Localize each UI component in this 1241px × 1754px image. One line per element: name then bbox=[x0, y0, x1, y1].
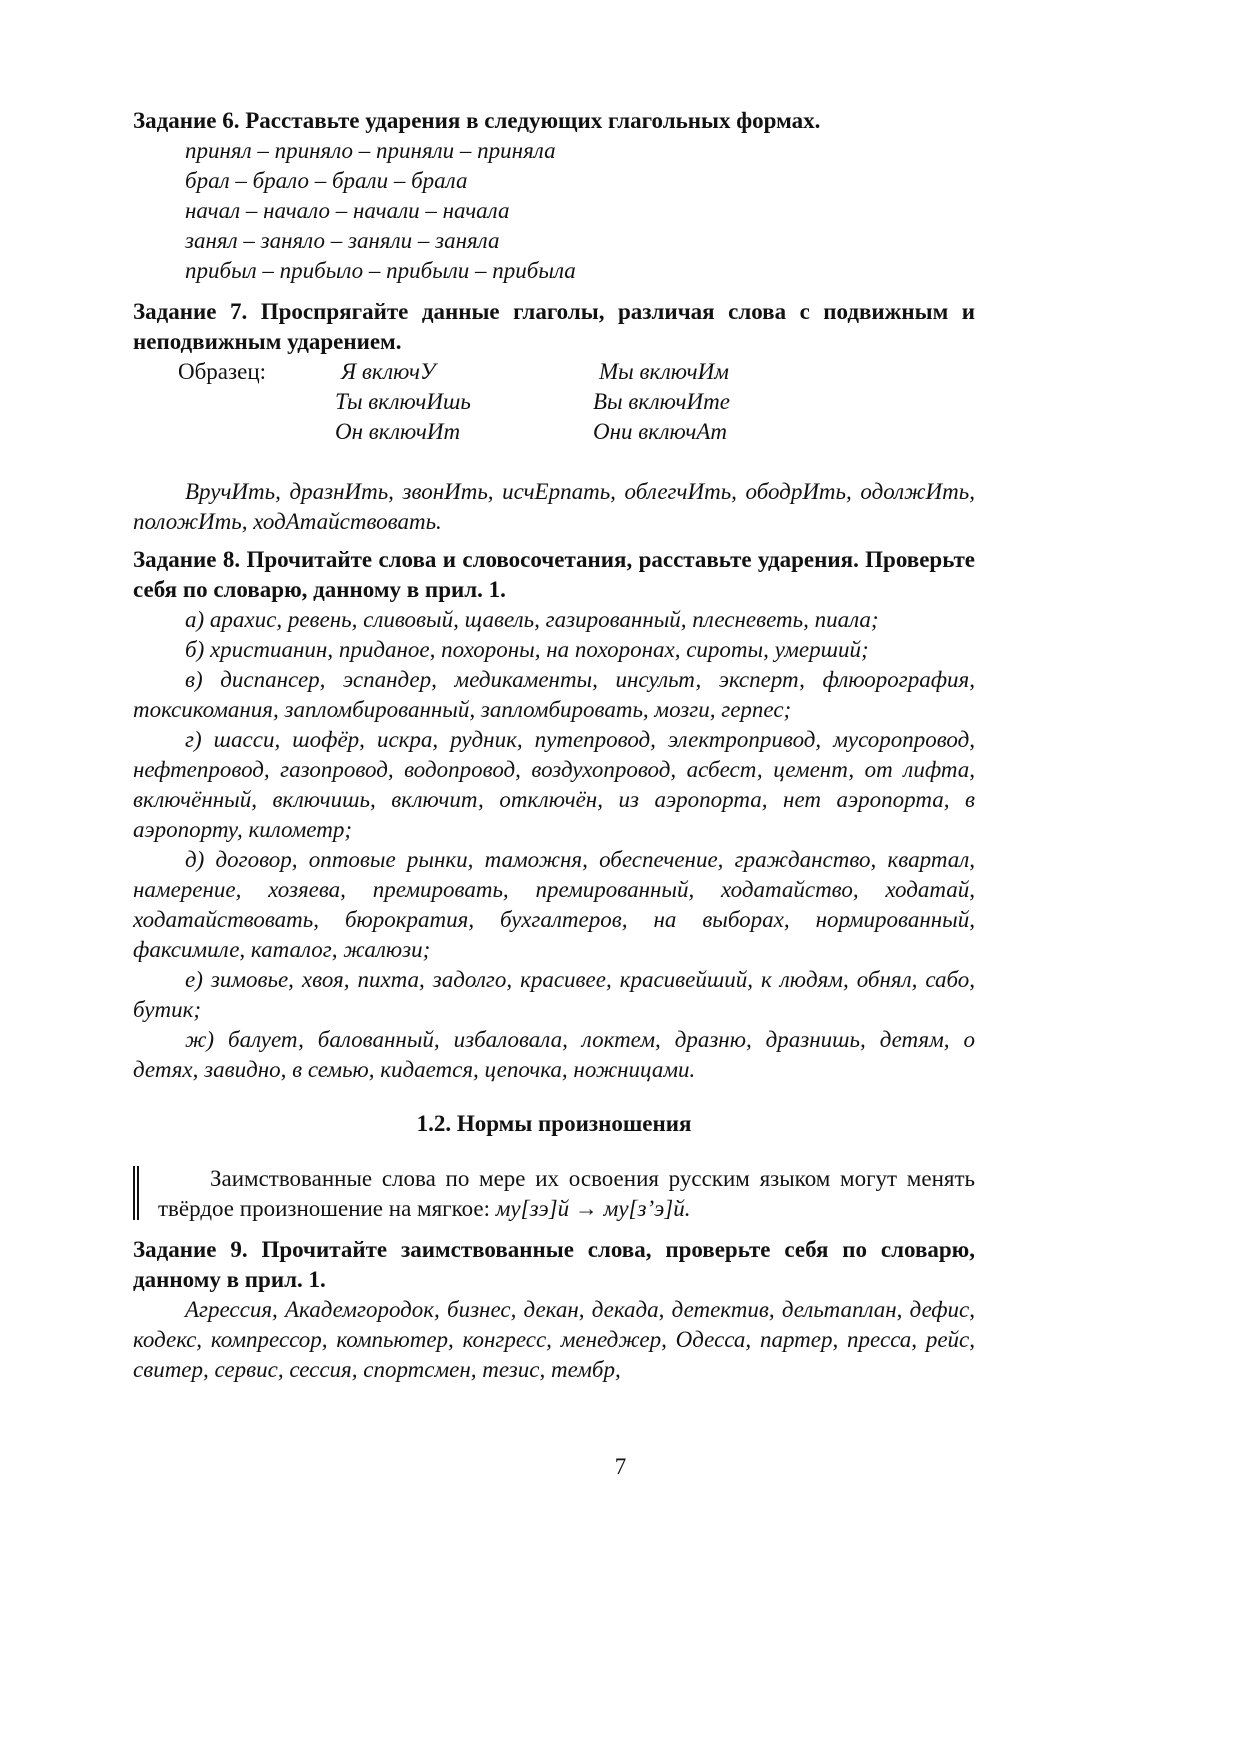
word-group: б) христианин, приданое, похороны, на похоронах, сироты, умерший; bbox=[185, 637, 869, 662]
verb-forms-line: прибыл – прибыло – прибыли – прибыла bbox=[185, 258, 576, 283]
sample-form: Он включИт bbox=[335, 419, 461, 444]
note-text: Заимствованные слова по мере их освоения русским языком могут менять твёрдое произношение на мягкое: bbox=[158, 1166, 975, 1221]
verb-forms-line: принял – приняло – приняли – приняла bbox=[185, 138, 556, 163]
task-7-words: ВручИть, дразнИть, звонИть, исчЕрпать, облегчИть, ободрИть, одолжИть, положИть, ходАтайствовать. bbox=[133, 479, 975, 534]
word-group: а) арахис, ревень, сливовый, щавель, газированный, плесневеть, пиала; bbox=[185, 607, 879, 632]
word-group: г) шасси, шофёр, искра, рудник, путепровод, электропривод, мусоропровод, нефтепровод, газопровод, водопровод, воздухопровод, асбест, цемент, от лифта, включённый, включишь, включит, отключён, из аэропорта, нет аэропорта, в аэропорту, километр; bbox=[133, 727, 975, 842]
task-9-title: Задание 9. Прочитайте заимствованные слова, проверьте себя по словарю, данному в прил. 1. bbox=[133, 1237, 975, 1292]
task-7 bbox=[133, 297, 975, 537]
sample-label: Образец: bbox=[178, 359, 267, 384]
conjugation-sample bbox=[133, 357, 975, 447]
word-group: в) диспансер, эспандер, медикаменты, инсульт, эксперт, флюорография, токсикомания, запломбированный, запломбировать, мозги, герпес; bbox=[133, 667, 975, 722]
verb-forms-line: начал – начало – начали – начала bbox=[185, 198, 510, 223]
task-6-title: Задание 6. Расставьте ударения в следующих глагольных формах. bbox=[133, 108, 821, 133]
word-group: д) договор, оптовые рынки, таможня, обеспечение, гражданство, квартал, намерение, хозяева, премировать, премированный, ходатайство, ходатай, ходатайствовать, бюрократия, бухгалтеров, на выборах, нормированный, факсимиле, каталог, жалюзи; bbox=[133, 847, 975, 962]
task-8-title: Задание 8. Прочитайте слова и словосочетания, расставьте ударения. Проверьте себя по словарю, данному в прил. 1. bbox=[133, 547, 975, 602]
section-title: 1.2. Нормы произношения bbox=[416, 1111, 692, 1136]
task-9 bbox=[133, 1235, 975, 1385]
sample-form: Они включАт bbox=[593, 419, 728, 444]
word-group: ж) балует, балованный, избаловала, локтем, дразню, дразнишь, детям, о детях, завидно, в семью, кидается, цепочка, ножницами. bbox=[133, 1027, 975, 1082]
sample-form: Ты включИшь bbox=[335, 389, 471, 414]
sample-form: Вы включИте bbox=[593, 389, 730, 414]
rule-note bbox=[133, 1164, 975, 1224]
note-marker bbox=[133, 1166, 139, 1220]
word-group: е) зимовье, хвоя, пихта, задолго, красивее, красивейший, к людям, обнял, сабо, бутик; bbox=[133, 967, 975, 1022]
verb-forms-line: занял – заняло – заняли – заняла bbox=[185, 228, 500, 253]
page-number: 7 bbox=[614, 1454, 627, 1479]
sample-form: Мы включИм bbox=[599, 359, 729, 384]
verb-forms-line: брал – брало – брали – брала bbox=[185, 168, 468, 193]
sample-form: Я включУ bbox=[341, 359, 436, 384]
task-8 bbox=[133, 545, 975, 1085]
note-example: му[зэ]й → му[з’э]й. bbox=[495, 1196, 691, 1221]
task-6 bbox=[133, 106, 975, 286]
task-7-title: Задание 7. Проспрягайте данные глаголы, различая слова с подвижным и неподвижным ударением. bbox=[133, 299, 975, 354]
task-9-words: Агрессия, Академгородок, бизнес, декан, декада, детектив, дельтаплан, дефис, кодекс, компрессор, компьютер, конгресс, менеджер, Одесса, партер, пресса, рейс, свитер, сервис, сессия, спортсмен, тезис, тембр, bbox=[133, 1297, 975, 1382]
